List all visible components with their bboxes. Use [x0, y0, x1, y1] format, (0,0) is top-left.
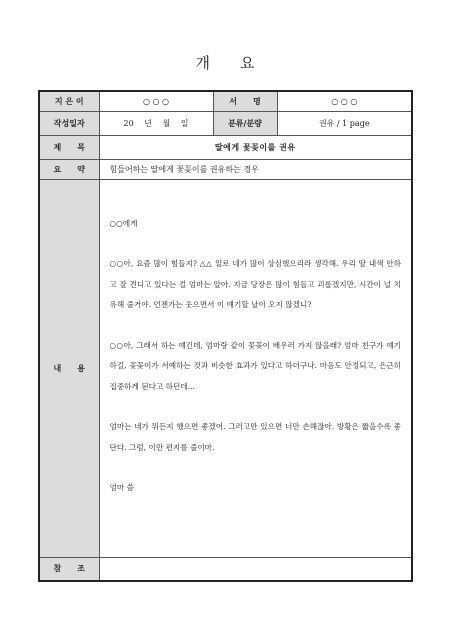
letter-closing: 엄마 씀: [109, 483, 134, 492]
date-value[interactable]: 20 년 월 일: [99, 111, 213, 135]
letter-paragraph-3: 엄마는 네가 뭐든지 했으면 좋겠어. 그러고만 있으면 너만 손해잖아. 방황은 짧을수록 좋단다. 그럼, 이만 편지를 줄이마.: [109, 422, 401, 452]
letter-paragraph-1: ○○아, 요즘 많이 힘들지? △△ 일로 네가 많이 상심했으리라 생각해. 우리 딸 내색 안하고 잘 견디고 있다는 걸 엄마는 알아. 지금 당장은 많이 힘들고 괴롭겠지만, 시간이 널 치유해 줄거야. 언젠가는 웃으면서 이 얘기할 날이 오지 않겠니?: [109, 259, 401, 309]
date-label: 작성일자: [39, 111, 99, 135]
category-value[interactable]: 권유 / 1 page: [277, 111, 412, 135]
summary-label: 요 약: [39, 159, 99, 179]
letter-paragraph-2: ○○아, 그래서 하는 얘긴데, 엄마랑 같이 꽃꽂이 배우러 가지 않을래? 엄마 친구가 얘기하길, 꽃꽂이가 서예하는 것과 비슷한 효과가 있다고 하더구나. 마음도 안정되고, 은근히 집중하게 된다고 하던데...: [109, 340, 401, 391]
category-label: 분류/분량: [213, 111, 277, 135]
signature-label: 서 명: [213, 91, 277, 111]
date-row: [39, 111, 412, 135]
summary-form-table: [38, 90, 413, 582]
summary-row: [39, 159, 412, 179]
content-row: [39, 179, 412, 557]
title-second-char: 요: [240, 54, 255, 72]
reference-label: 참 조: [39, 557, 99, 581]
page-title: [0, 52, 450, 73]
subject-value[interactable]: 딸에게 꽃꽂이를 권유: [99, 135, 412, 159]
content-body[interactable]: [99, 179, 412, 557]
subject-row: [39, 135, 412, 159]
summary-value[interactable]: 힘들어하는 딸에게 꽃꽂이를 권유하는 경우: [99, 159, 412, 179]
author-label: 지 은 이: [39, 91, 99, 111]
author-row: [39, 91, 412, 111]
subject-label: 제 목: [39, 135, 99, 159]
letter-greeting: ○○에게: [109, 218, 138, 228]
author-value[interactable]: ○ ○ ○: [99, 91, 213, 111]
title-first-char: 개: [195, 54, 210, 72]
reference-row: [39, 557, 412, 581]
signature-value[interactable]: ○ ○ ○: [277, 91, 412, 111]
content-label: 내 용: [39, 179, 99, 557]
reference-value[interactable]: [99, 557, 412, 581]
